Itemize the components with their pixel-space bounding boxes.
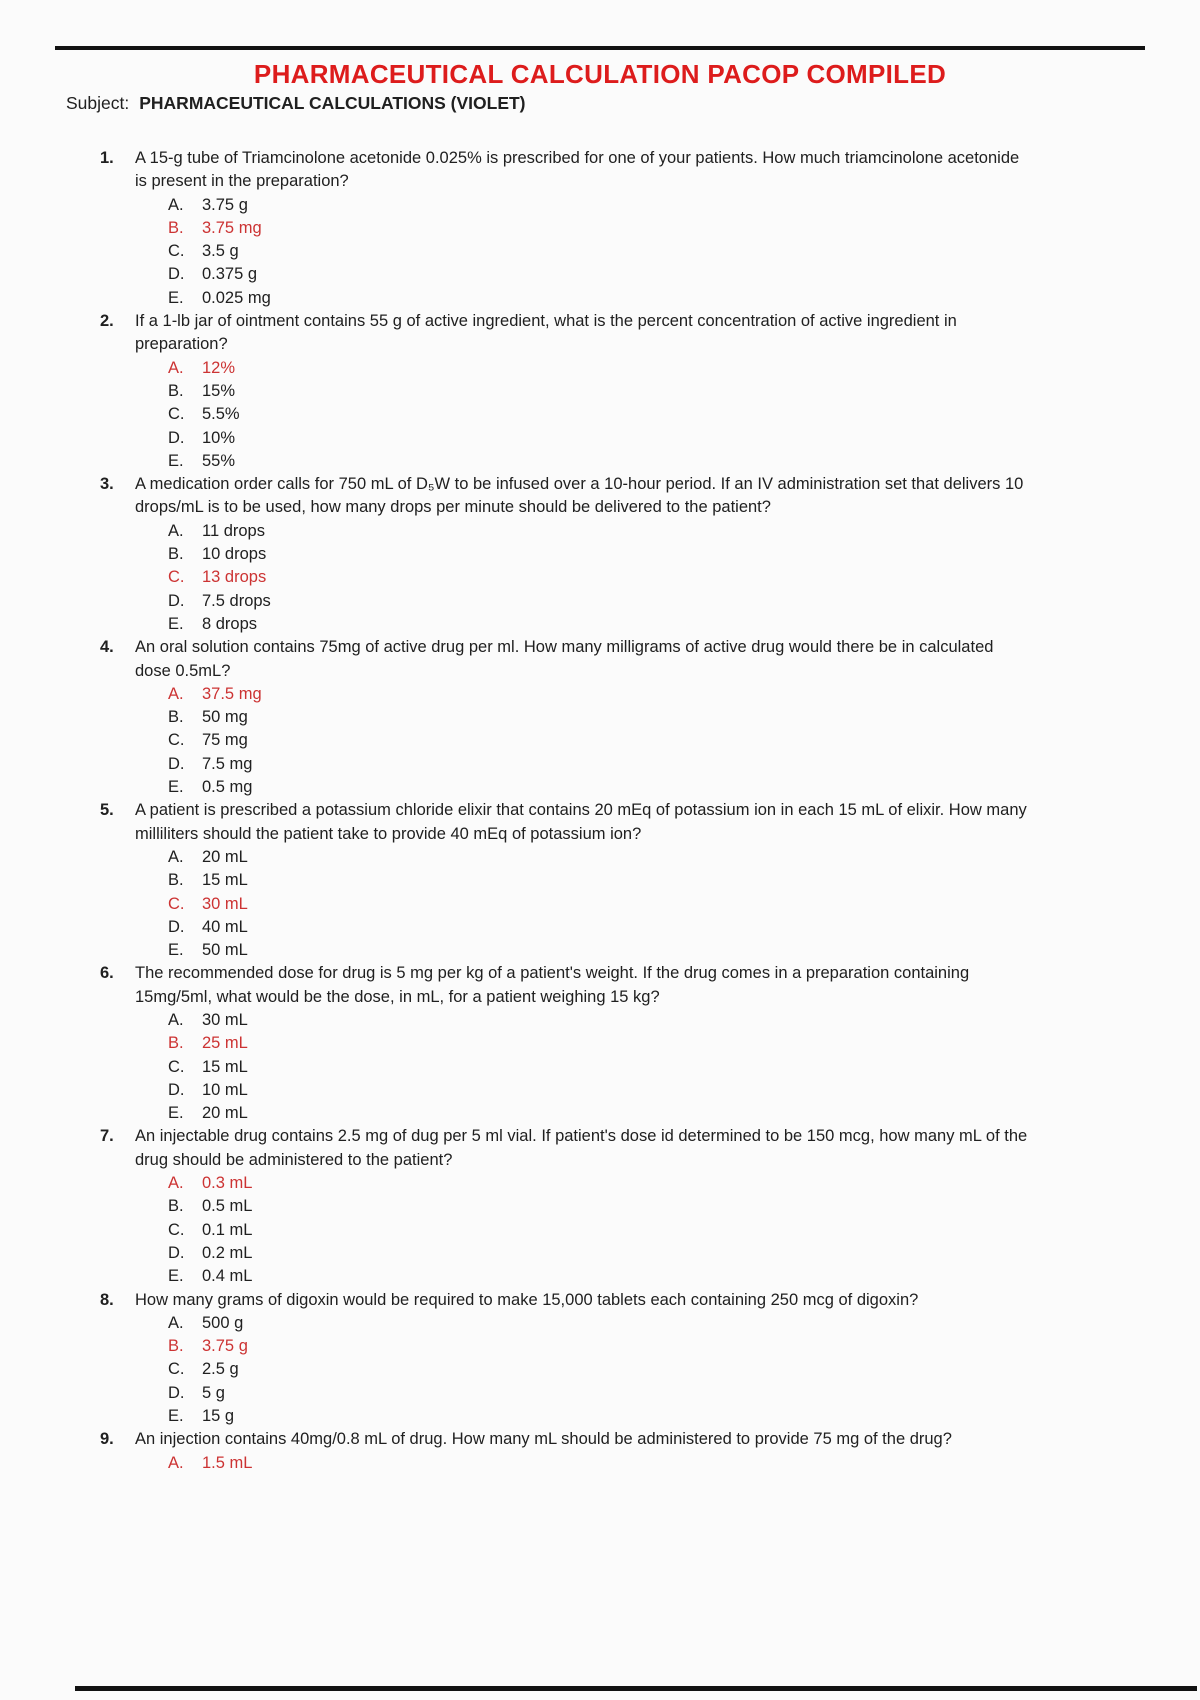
question-item [90,799,1050,962]
option-row [168,1312,1050,1335]
option-row-correct-answer [168,1172,1050,1195]
question-number: 8. [100,1290,114,1309]
question-body [135,1125,1050,1288]
option-text: 15 mL [202,871,248,890]
question-body [135,1289,1050,1429]
option-row [168,1079,1050,1102]
option-row [168,543,1050,566]
question-body [135,473,1050,636]
option-row [168,729,1050,752]
option-text: 0.2 mL [202,1243,253,1262]
option-text: 55% [202,451,236,470]
options-list [168,1312,1050,1428]
option-row-correct-answer [168,566,1050,589]
option-row-correct-answer [168,1335,1050,1358]
option-text: 7.5 mg [202,754,253,773]
option-text: 20 mL [202,1104,248,1123]
option-letter: B. [168,218,184,237]
option-text: 30 mL [202,1010,248,1029]
option-row [168,613,1050,636]
option-row [168,869,1050,892]
question-list [90,147,1050,1475]
option-letter: B. [168,871,184,890]
option-row [168,1242,1050,1265]
option-letter: B. [168,1337,184,1356]
option-row [168,1009,1050,1032]
option-text: 0.375 g [202,265,258,284]
question-number: 6. [100,964,114,983]
question-text: An oral solution contains 75mg of active drug per ml. How many milligrams of active drug would there be in calculated dose 0.5mL? [135,638,994,680]
option-row [168,776,1050,799]
option-text: 5.5% [202,405,240,424]
option-text: 10 drops [202,545,267,564]
option-row [168,939,1050,962]
question-item [90,473,1050,636]
option-letter: B. [168,545,184,564]
option-row [168,1195,1050,1218]
option-text: 3.75 mg [202,218,262,237]
option-text: 15% [202,381,236,400]
option-letter: C. [168,1360,185,1379]
option-letter: C. [168,1220,185,1239]
question-number: 3. [100,475,114,494]
option-text: 3.75 g [202,195,248,214]
option-letter: E. [168,1407,184,1426]
question-body [135,636,1050,799]
option-letter: C. [168,894,185,913]
option-row [168,520,1050,543]
question-item [90,147,1050,310]
option-text: 15 g [202,1407,235,1426]
option-letter: E. [168,1267,184,1286]
option-text: 50 mg [202,708,248,727]
question-item [90,636,1050,799]
option-row [168,1056,1050,1079]
option-row [168,1382,1050,1405]
question-text: The recommended dose for drug is 5 mg per kg of a patient's weight. If the drug comes in a preparation containing 15mg/5ml, what would be the dose, in mL, for a patient weighing 15 kg? [135,964,970,1006]
subject-label: Subject: [66,93,130,113]
option-text: 40 mL [202,917,248,936]
question-item [90,1125,1050,1288]
question-number: 2. [100,312,114,331]
subject-value: PHARMACEUTICAL CALCULATIONS (VIOLET) [139,93,526,113]
options-list [168,194,1050,310]
question-text: A patient is prescribed a potassium chloride elixir that contains 20 mEq of potassium ion in each 15 mL of elixir. How many milliliters should the patient take to provide 40 mEq of potassium ion? [135,801,1027,843]
option-letter: B. [168,1197,184,1216]
option-letter: D. [168,1383,185,1402]
question-text: A 15-g tube of Triamcinolone acetonide 0.025% is prescribed for one of your patients. How much triamcinolone acetonide is present in the preparation? [135,149,1020,191]
option-letter: B. [168,1034,184,1053]
question-body [135,147,1050,310]
option-row [168,1265,1050,1288]
question-body [135,1428,1050,1475]
option-text: 3.5 g [202,242,239,261]
option-text: 0.025 mg [202,288,271,307]
question-text: An injectable drug contains 2.5 mg of dug per 5 ml vial. If patient's dose id determined to be 150 mcg, how many mL of the drug should be administered to the patient? [135,1127,1028,1169]
option-letter: E. [168,288,184,307]
question-item [90,1428,1050,1475]
option-text: 0.1 mL [202,1220,253,1239]
option-text: 1.5 mL [202,1453,253,1472]
option-text: 5 g [202,1383,225,1402]
option-text: 500 g [202,1313,244,1332]
document-title: PHARMACEUTICAL CALCULATION PACOP COMPILED [253,59,947,89]
option-text: 12% [202,358,236,377]
option-text: 10% [202,428,236,447]
option-row [168,1102,1050,1125]
option-text: 10 mL [202,1080,248,1099]
option-row [168,194,1050,217]
options-list [168,1009,1050,1125]
option-letter: A. [168,684,184,703]
option-letter: C. [168,405,185,424]
options-list [168,683,1050,799]
question-item [90,962,1050,1125]
option-row [168,846,1050,869]
option-letter: C. [168,731,185,750]
option-text: 2.5 g [202,1360,239,1379]
options-list [168,1452,1050,1475]
option-row-correct-answer [168,893,1050,916]
option-letter: D. [168,1243,185,1262]
option-row [168,240,1050,263]
option-letter: E. [168,778,184,797]
option-letter: A. [168,195,184,214]
top-divider [55,46,1145,50]
options-list [168,520,1050,636]
option-letter: A. [168,1174,184,1193]
option-letter: D. [168,754,185,773]
question-text: If a 1-lb jar of ointment contains 55 g of active ingredient, what is the percent concentration of active ingredient in preparation? [135,312,957,354]
option-row [168,706,1050,729]
question-number: 9. [100,1430,114,1449]
option-text: 8 drops [202,614,258,633]
option-text: 11 drops [202,521,265,540]
option-text: 75 mg [202,731,248,750]
option-letter: B. [168,708,184,727]
options-list [168,846,1050,962]
option-row [168,1219,1050,1242]
option-text: 25 mL [202,1034,248,1053]
option-letter: A. [168,358,184,377]
option-row [168,1358,1050,1381]
option-letter: A. [168,1453,184,1472]
option-letter: D. [168,265,185,284]
option-letter: A. [168,1010,184,1029]
question-item [90,1289,1050,1429]
option-text: 0.5 mL [202,1197,253,1216]
options-list [168,357,1050,473]
options-list [168,1172,1050,1288]
question-number: 7. [100,1127,114,1146]
option-row-correct-answer [168,357,1050,380]
option-letter: E. [168,614,184,633]
question-number: 4. [100,638,114,657]
option-text: 0.5 mg [202,778,253,797]
question-number: 5. [100,801,114,820]
option-letter: E. [168,451,184,470]
question-text: An injection contains 40mg/0.8 mL of drug. How many mL should be administered to provide 75 mg of the drug? [135,1430,952,1449]
option-letter: D. [168,917,185,936]
option-text: 37.5 mg [202,684,262,703]
option-text: 30 mL [202,894,248,913]
option-letter: A. [168,521,184,540]
option-text: 13 drops [202,568,267,587]
option-letter: D. [168,428,185,447]
option-text: 20 mL [202,847,248,866]
option-row [168,427,1050,450]
option-row [168,380,1050,403]
option-row [168,403,1050,426]
question-body [135,962,1050,1125]
option-row [168,263,1050,286]
option-row [168,287,1050,310]
option-row [168,590,1050,613]
option-letter: E. [168,1104,184,1123]
option-letter: D. [168,1080,185,1099]
bottom-divider [75,1686,1197,1691]
option-text: 7.5 drops [202,591,271,610]
option-row [168,450,1050,473]
option-row-correct-answer [168,1452,1050,1475]
option-letter: C. [168,568,185,587]
option-row [168,1405,1050,1428]
option-letter: A. [168,1313,184,1332]
question-text: How many grams of digoxin would be required to make 15,000 tablets each containing 250 mcg of digoxin? [135,1290,919,1309]
question-number: 1. [100,149,114,167]
question-body [135,799,1050,962]
option-text: 15 mL [202,1057,248,1076]
question-text: A medication order calls for 750 mL of D₅W to be infused over a 10-hour period. If an IV administration set that delivers 10 drops/mL is to be used, how many drops per minute should be delivered to the patient? [135,475,1024,517]
option-letter: A. [168,847,184,866]
subject-line [66,93,526,114]
question-item [90,310,1050,473]
option-row [168,916,1050,939]
option-row-correct-answer [168,1032,1050,1055]
option-letter: C. [168,242,185,261]
option-row [168,753,1050,776]
option-row-correct-answer [168,217,1050,240]
option-text: 50 mL [202,941,248,960]
option-text: 3.75 g [202,1337,248,1356]
question-body [135,310,1050,473]
option-letter: D. [168,591,185,610]
option-letter: E. [168,941,184,960]
option-text: 0.3 mL [202,1174,253,1193]
option-text: 0.4 mL [202,1267,253,1286]
option-row-correct-answer [168,683,1050,706]
option-letter: B. [168,381,184,400]
option-letter: C. [168,1057,185,1076]
